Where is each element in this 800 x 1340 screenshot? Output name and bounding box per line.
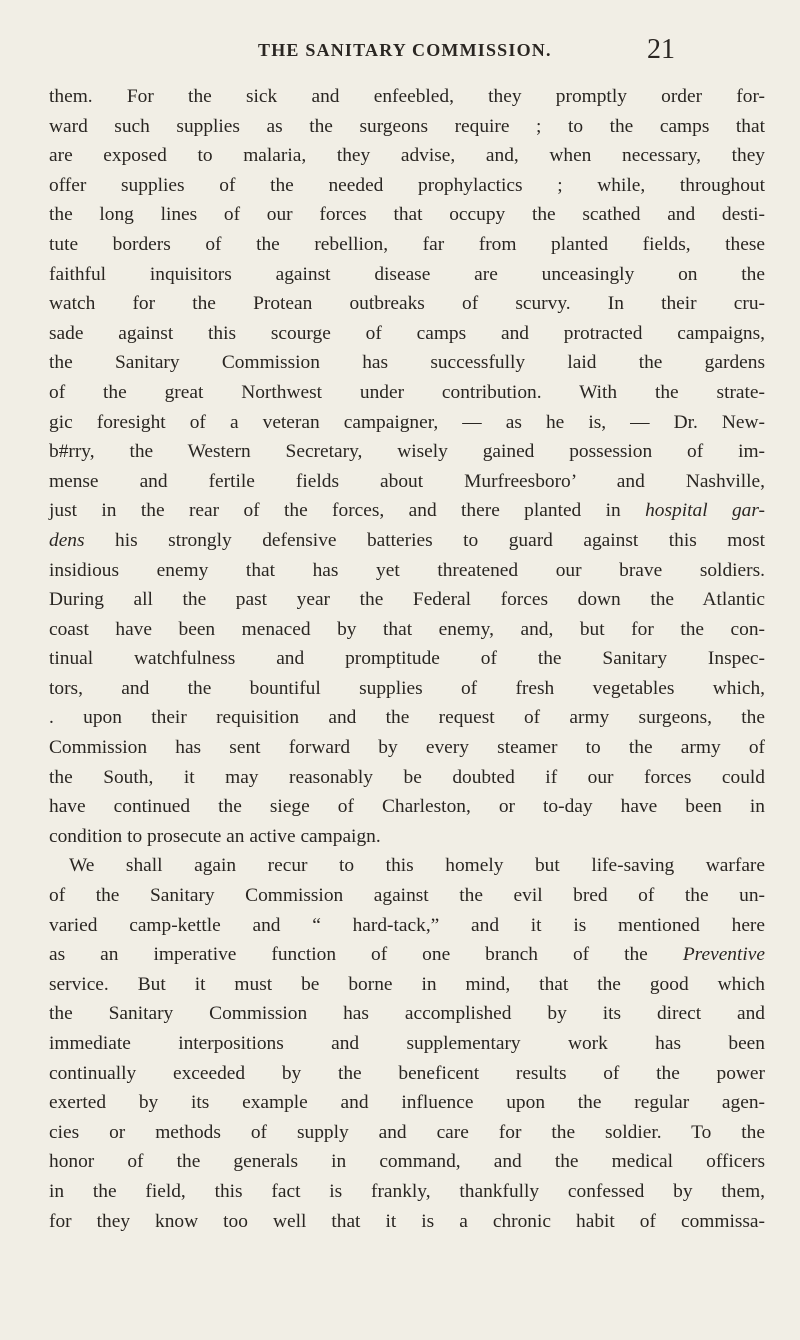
- text-line: faithful inquisitors against disease are unceasingly on the: [49, 263, 765, 285]
- text-line: [49, 940, 765, 970]
- text-line: varied camp-kettle and “ hard-tack,” and it is mentioned here: [49, 914, 765, 936]
- running-title: THE SANITARY COMMISSION.: [258, 40, 552, 60]
- text-line: continually exceeded by the beneficent results of the power: [49, 1062, 765, 1084]
- text-line: . upon their requisition and the request of army surgeons, the: [49, 707, 765, 729]
- text-line: During all the past year the Federal forces down the Atlantic: [49, 589, 765, 611]
- text-line: of the great Northwest under contribution. With the strate-: [49, 381, 765, 403]
- text-line: immediate interpositions and supplementary work has been: [49, 1033, 765, 1054]
- page-number: 21: [647, 34, 675, 65]
- text-line: insidious enemy that has yet threatened our brave soldiers.: [49, 559, 765, 581]
- text-line: the Sanitary Commission has successfully laid the gardens: [49, 352, 765, 374]
- text-line: the Sanitary Commission has accomplished by its direct and: [49, 1003, 765, 1025]
- text-line: the South, it may reasonably be doubted if our forces could: [49, 766, 765, 788]
- text-segment: his strongly defensive batteries to guard against this most: [84, 529, 765, 551]
- text-line: are exposed to malaria, they advise, and, when necessary, they: [49, 145, 765, 167]
- text-line: [49, 526, 765, 556]
- text-line: gic foresight of a veteran campaigner, — as he is, — Dr. New-: [49, 411, 765, 433]
- text-line: coast have been menaced by that enemy, and, but for the con-: [49, 618, 765, 640]
- text-line: them. For the sick and enfeebled, they promptly order for-: [49, 86, 765, 107]
- text-line: the long lines of our forces that occupy the scathed and desti-: [49, 204, 765, 226]
- italic-phrase: hospital gar-: [645, 500, 765, 522]
- text-line: of the Sanitary Commission against the evil bred of the un-: [49, 885, 765, 907]
- text-line: cies or methods of supply and care for the soldier. To the: [49, 1121, 765, 1143]
- text-line: service. But it must be borne in mind, that the good which: [49, 973, 765, 995]
- text-line: tinual watchfulness and promptitude of the Sanitary Inspec-: [49, 648, 765, 670]
- running-head: [258, 34, 678, 68]
- text-line: in the field, this fact is frankly, thankfully confessed by them,: [49, 1180, 765, 1202]
- text-line: b#rry, the Western Secretary, wisely gained possession of im-: [49, 441, 765, 463]
- text-line: condition to prosecute an active campaign.: [49, 825, 381, 847]
- text-line: sade against this scourge of camps and protracted campaigns,: [49, 322, 765, 344]
- text-line: ward such supplies as the surgeons require ; to the camps that: [49, 115, 765, 137]
- text-line: mense and fertile fields about Murfreesboro’ and Nashville,: [49, 470, 765, 492]
- text-line: have continued the siege of Charleston, or to-day have been in: [49, 796, 765, 818]
- text-line: exerted by its example and influence upon the regular agen-: [49, 1092, 765, 1114]
- text-line: watch for the Protean outbreaks of scurvy. In their cru-: [49, 293, 765, 315]
- italic-phrase: dens: [49, 529, 85, 551]
- body-text: [49, 82, 765, 1236]
- text-line: We shall again recur to this homely but life-saving warfare: [69, 855, 765, 877]
- text-line: offer supplies of the needed prophylactics ; while, throughout: [49, 174, 765, 196]
- text-line: tors, and the bountiful supplies of fresh vegetables which,: [49, 677, 765, 699]
- text-segment: just in the rear of the forces, and there planted in: [49, 500, 646, 522]
- text-line: Commission has sent forward by every steamer to the army of: [49, 737, 765, 759]
- italic-phrase: Preventive: [682, 944, 765, 966]
- text-line: [49, 496, 765, 526]
- text-line: tute borders of the rebellion, far from planted fields, these: [49, 233, 765, 255]
- text-segment: as an imperative function of one branch of the: [49, 944, 683, 966]
- text-line: for they know too well that it is a chronic habit of commissa-: [49, 1210, 765, 1232]
- text-line: honor of the generals in command, and the medical officers: [49, 1151, 765, 1173]
